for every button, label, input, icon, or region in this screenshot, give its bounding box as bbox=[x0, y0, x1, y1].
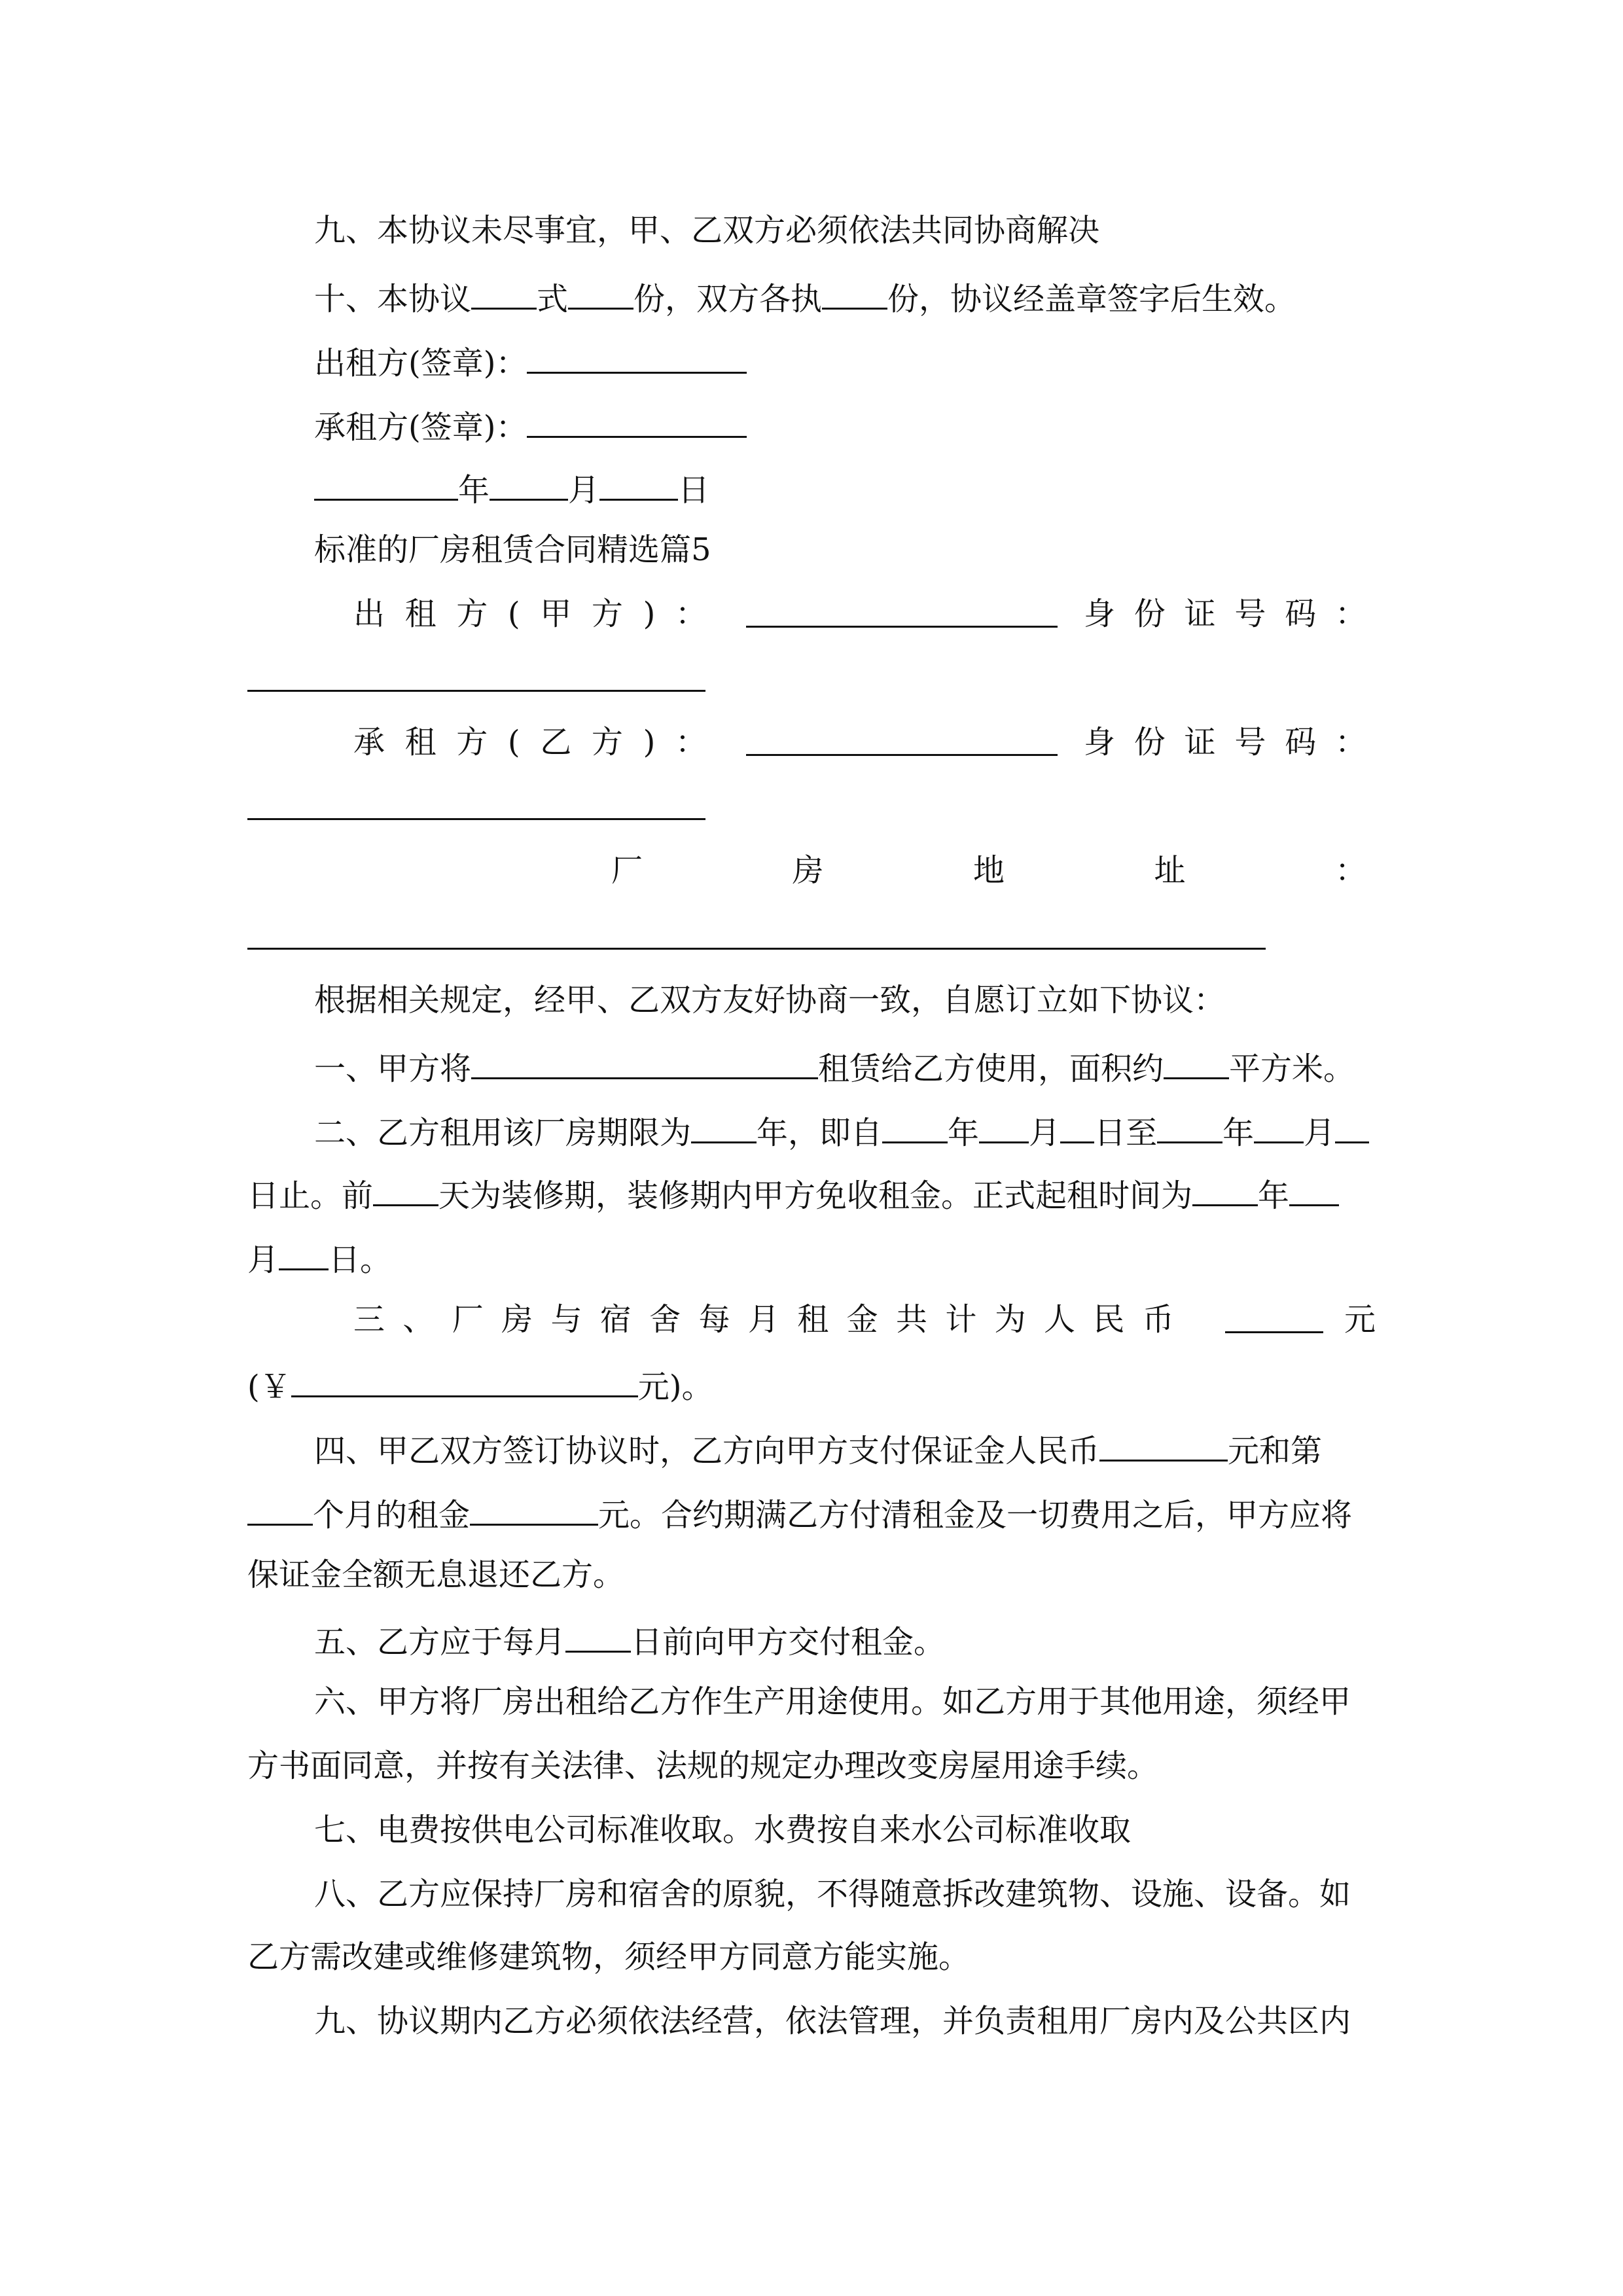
clause-two-line-3: 月 日。 bbox=[247, 1240, 391, 1276]
party-a-name-blank bbox=[746, 626, 1058, 628]
clause-two-line-2: 日止。前 天为装修期，装修期内甲方免收租金。正式起租时间为 年 bbox=[247, 1175, 1339, 1211]
lessee-signature-line: 承租方(签章)： bbox=[314, 407, 747, 443]
clause-three-line-1: 三 、 厂 房 与 宿 舍 每 月 租 金 共 计 为 人 民 币 bbox=[353, 1301, 1174, 1338]
clause-six-line-2: 方书面同意，并按有关法律、法规的规定办理改变房屋用途手续。 bbox=[247, 1748, 1159, 1784]
party-b-name-blank bbox=[746, 754, 1058, 756]
section-heading: 标准的厂房租赁合同精选篇5 bbox=[314, 531, 711, 568]
clause-seven: 七、电费按供电公司标准收取。水费按自来水公司标准收取 bbox=[314, 1812, 1132, 1848]
clause-eight-line-1: 八、乙方应保持厂房和宿舍的原貌，不得随意拆改建筑物、设施、设备。如 bbox=[314, 1876, 1351, 1912]
rent-amount-blank bbox=[1225, 1331, 1323, 1333]
party-a-id-blank bbox=[247, 690, 705, 692]
clause-eight-line-2: 乙方需改建或维修建筑物，须经甲方同意方能实施。 bbox=[247, 1939, 971, 1975]
clause-nine: 九、协议期内乙方必须依法经营，依法管理，并负责租用厂房内及公共区内 bbox=[314, 2003, 1351, 2039]
clause-four-line-1: 四、甲乙双方签订协议时，乙方向甲方支付保证金人民币 元和第 bbox=[314, 1431, 1322, 1467]
clause-five: 五、乙方应于每月 日前向甲方交付租金。 bbox=[314, 1622, 945, 1658]
party-b-label: 承 租 方 ( 乙 方 ) ： bbox=[353, 724, 707, 761]
clause-three-line-2: (￥ 元)。 bbox=[247, 1367, 713, 1403]
clause-four-line-3: 保证金全额无息退还乙方。 bbox=[247, 1556, 625, 1593]
clause-two-line-1: 二、乙方租用该厂房期限为 年，即自 年 月 日至 年 月 bbox=[314, 1113, 1369, 1149]
party-a-label: 出 租 方 ( 甲 方 ) ： bbox=[353, 596, 707, 632]
signature-date-line: 年 月 日 bbox=[314, 470, 709, 506]
clause-four-line-2: 个月的租金 元。合约期满乙方付清租金及一切费用之后，甲方应将 bbox=[247, 1495, 1352, 1531]
party-a-id-label: 身 份 证 号 码 ： bbox=[1084, 596, 1366, 632]
lessor-signature-line: 出租方(签章)： bbox=[314, 343, 747, 379]
factory-address-label: 厂 房 地 址 ： bbox=[611, 852, 1366, 889]
clause-nine-prev: 九、本协议未尽事宜，甲、乙双方必须依法共同协商解决 bbox=[314, 212, 1100, 249]
party-b-id-label: 身 份 证 号 码 ： bbox=[1084, 724, 1366, 761]
clause-six-line-1: 六、甲方将厂房出租给乙方作生产用途使用。如乙方用于其他用途，须经甲 bbox=[314, 1683, 1351, 1720]
clause-one: 一、甲方将 租赁给乙方使用，面积约 平方米。 bbox=[314, 1049, 1355, 1085]
agreement-intro: 根据相关规定，经甲、乙双方友好协商一致，自愿订立如下协议： bbox=[314, 982, 1226, 1018]
party-b-id-blank bbox=[247, 818, 705, 820]
factory-address-blank bbox=[247, 948, 1266, 950]
rent-yuan-unit: 元 bbox=[1344, 1301, 1376, 1338]
clause-ten-prev: 十、本协议 式 份，双方各执 份，协议经盖章签字后生效。 bbox=[314, 279, 1296, 315]
